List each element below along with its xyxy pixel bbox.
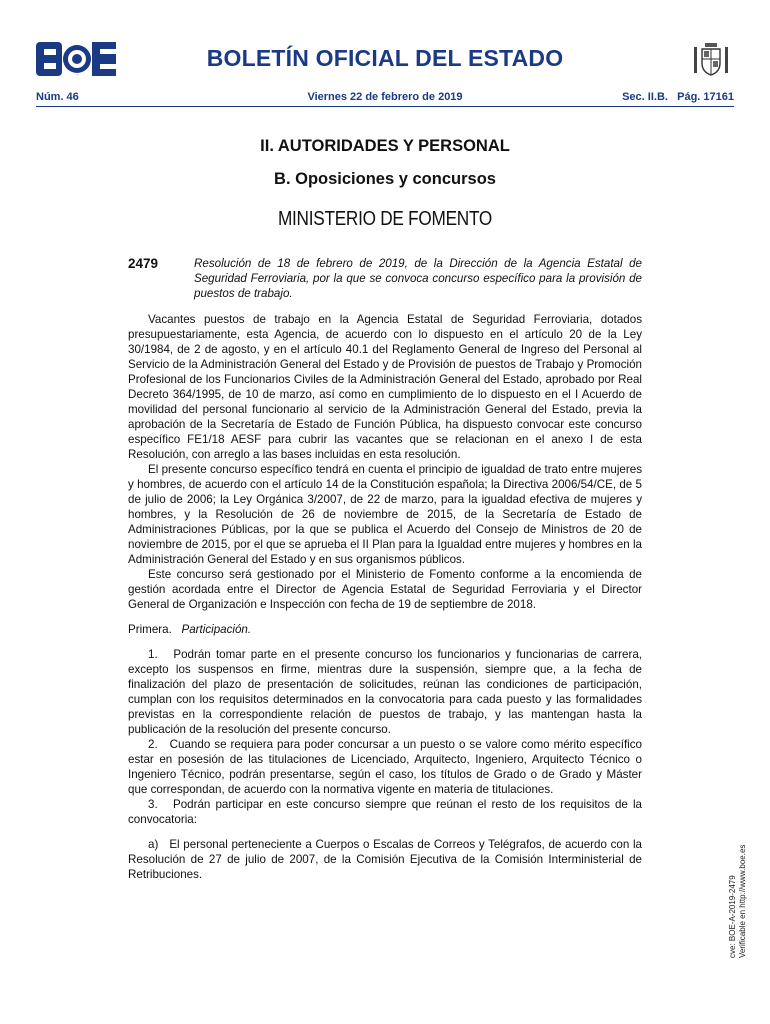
bulletin-date: Viernes 22 de febrero de 2019 — [307, 91, 463, 103]
logo-text: BOE — [76, 75, 79, 76]
paragraph: 2. Cuando se requiera para poder concursar a un puesto o se valore como mérito específico estar en posesión de las titulaciones de Licenciado, Arquitecto, Ingeniero, Arquitecto Técnico o Ingeniero Técnico, podrán presentarse, según el caso, los títulos de Grado o de Grado y Máster que correspondan, de acuerdo con la normativa vigente en materia de titulaciones. — [128, 738, 646, 796]
boe-logo — [36, 42, 116, 76]
paragraph: 1. Podrán tomar parte en el presente concurso los funcionarios y funcionarias de carrera, excepto los suspensos en firme, mientras dure la suspensión, siempre que, a la fecha de finalización del plazo de presentación de solicitudes, reúnan las condiciones de participación, cumplan con los requisitos determinados en la convocatoria para cada puesto y las formalidades previstas en la correspondiente relación de puestos de trabajo, y las mantengan hasta la publicación de la resolución del presente concurso. — [128, 648, 646, 736]
ministry-title: MINISTERIO DE FOMENTO — [277, 208, 493, 230]
paragraph: 3. Podrán participar en este concurso siempre que reúnan el resto de los requisitos de la convocatoria: — [128, 798, 646, 826]
paragraph: Este concurso será gestionado por el Ministerio de Fomento conforme a la encomienda de gestión acordada entre el Director de Agencia Estatal de Seguridad Ferroviaria y el Director General de Organización e Inspección con fecha de 19 de septiembre de 2018. — [128, 568, 642, 611]
verification-sidebar — [728, 845, 747, 958]
paragraph: Vacantes puestos de trabajo en la Agencia Estatal de Seguridad Ferroviaria, dotados presupuestariamente, esta Agencia, de acuerdo con lo dispuesto en el artículo 20 de la Ley 30/1984, de 2 de agosto, y en el artículo 40.1 del Reglamento General de Ingreso del Personal al Servicio de la Administración General del Estado y de Provisión de puestos de Trabajo y Promoción Profesional de los Funcionarios Civiles de la Administración General del Estado, aprobado por Real Decreto 364/1995, de 10 de marzo, así como en cumplimiento de lo dispuesto en el I Acuerdo de movilidad del personal funcionario al servicio de la Administración General del Estado, previa la aprobación de la Secretaría de Estado de Función Pública, ha dispuesto convocar este concurso específico FE1/18 AESF para cubrir las vacantes que se relacionan en el anexo I de esta Resolución, con arreglo a las bases incluidas en esta resolución. — [128, 313, 642, 461]
paragraph: El presente concurso específico tendrá en cuenta el principio de igualdad de trato entre mujeres y hombres, de acuerdo con el artículo 14 de la Constitución española; la Directiva 2006/54/CE, de 5 de julio de 2006; la Ley Orgánica 3/2007, de 22 de marzo, para la igualdad efectiva de mujeres y hombres, y la Resolución de 26 de noviembre de 2015, de la Secretaría de Estado de Administraciones Públicas, por la que se publica el Acuerdo del Consejo de Ministros de 20 de noviembre de 2015, por el que se aprueba el II Plan para la Igualdad entre mujeres y hombres en la Administración General del Estado y en sus organismos públicos. — [128, 463, 642, 566]
document-body — [128, 312, 646, 882]
entry-number: 2479 — [128, 256, 159, 271]
header-rule — [36, 106, 734, 107]
verification-link[interactable]: Verificable en http://www.boe.es — [737, 844, 747, 958]
resolution-title: Resolución de 18 de febrero de 2019, de la Dirección de la Agencia Estatal de Seguridad Ferroviaria, por la que se convoca concurso específico para la provisión de puestos de trabajo. — [194, 257, 642, 300]
bulletin-number: Núm. 46 — [36, 91, 79, 103]
section-title: II. AUTORIDADES Y PERSONAL — [260, 137, 510, 155]
cve-code: cve: BOE-A-2019-2479 — [728, 875, 737, 958]
bulletin-title: BOLETÍN OFICIAL DEL ESTADO — [206, 45, 564, 71]
section-heading — [128, 622, 642, 637]
coat-of-arms-icon — [690, 37, 732, 79]
section-page: Sec. II.B. Pág. 17161 — [622, 91, 734, 103]
paragraph: a) El personal perteneciente a Cuerpos o Escalas de Correos y Telégrafos, de acuerdo con la Resolución de 27 de julio de 2007, de la Comisión Ejecutiva de la Comisión Interministerial de Retribuciones. — [128, 838, 646, 881]
subsection-title: B. Oposiciones y concursos — [274, 170, 496, 188]
heading-title: Participación. — [181, 623, 252, 636]
heading-label: Primera. — [128, 623, 172, 636]
